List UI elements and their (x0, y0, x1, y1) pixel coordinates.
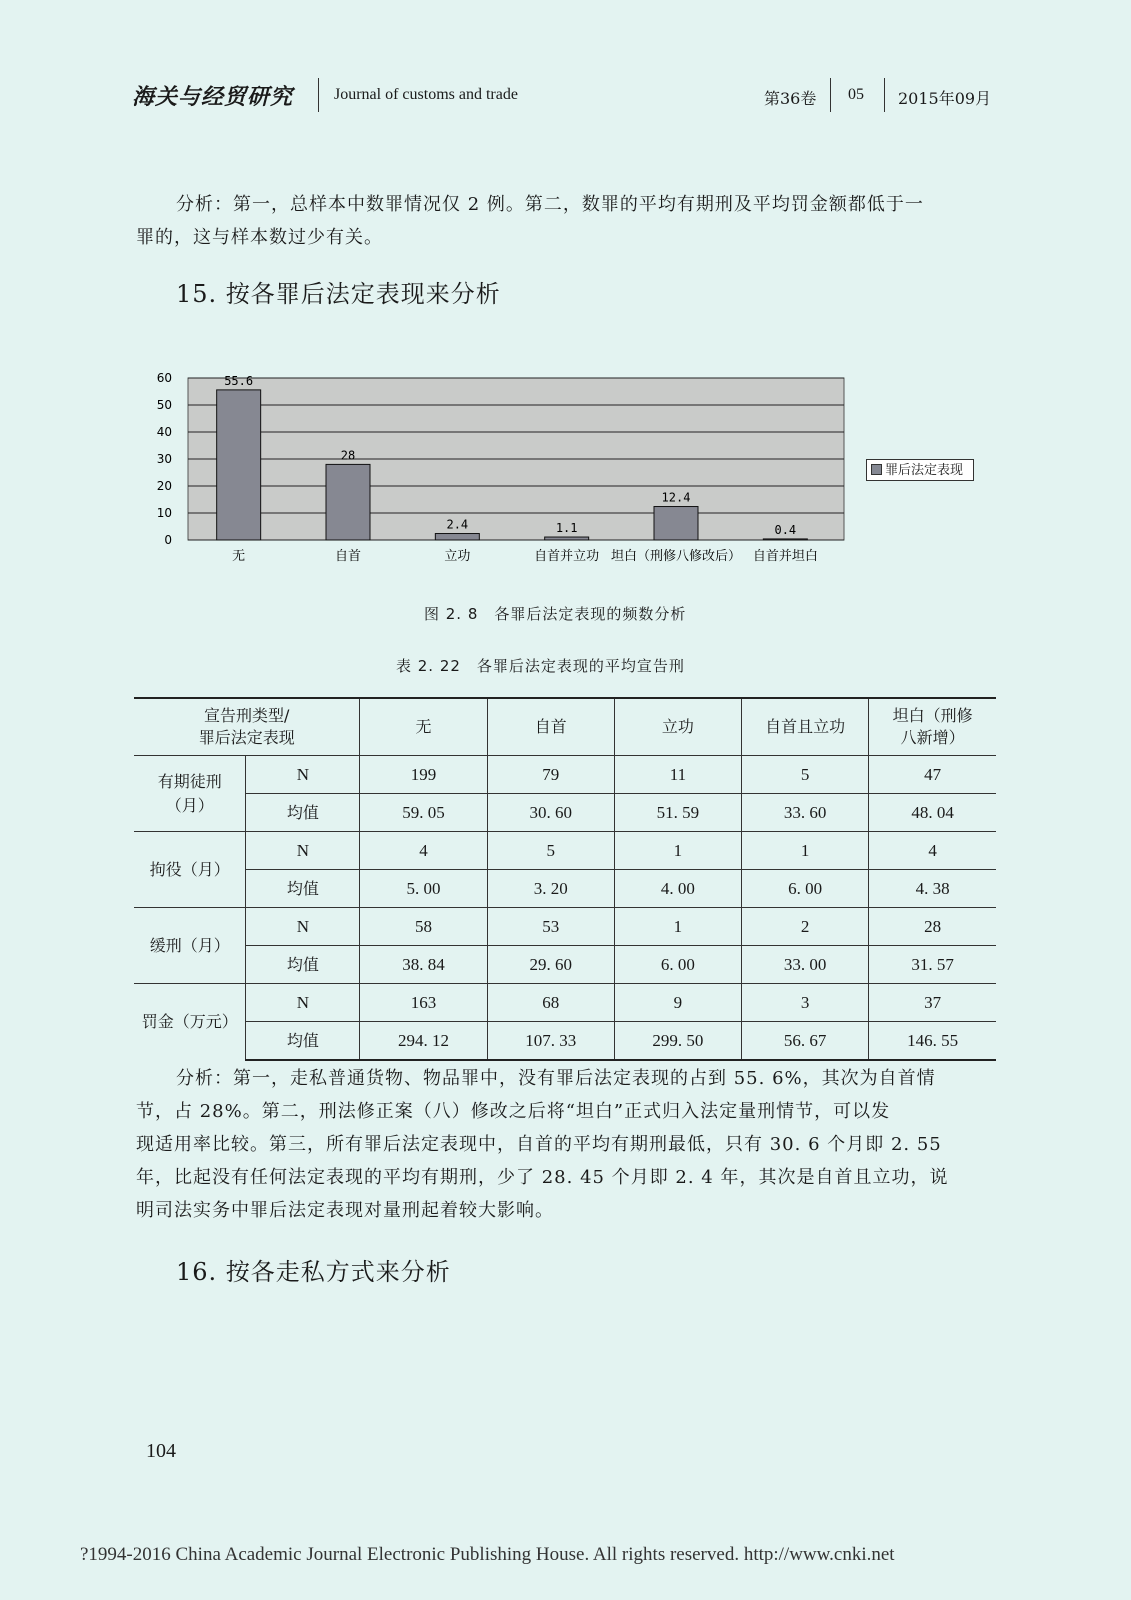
bar-chart (130, 372, 850, 582)
table-cell: 299. 50 (614, 1022, 741, 1061)
bar (326, 464, 370, 540)
table-cell: 6. 00 (742, 870, 869, 908)
group-label-line: 拘役（月） (149, 859, 230, 879)
paragraph-line: 年，比起没有任何法定表现的平均有期刑，少了 28. 45 个月即 2. 4 年，其次是自首且立功，说 (136, 1167, 949, 1188)
column-header: 自首且立功 (742, 698, 869, 756)
group-label-line: 缓刑（月） (149, 935, 230, 955)
chart-legend (866, 459, 974, 481)
stat-cell: N (246, 832, 360, 870)
paragraph-line: 分析：第一，总样本中数罪情况仅 2 例。第二，数罪的平均有期刑及平均罚金额都低于一 (176, 194, 924, 215)
sentence-table (134, 697, 996, 1061)
table-cell: 1 (614, 832, 741, 870)
x-tick-label: 自首并坦白 (752, 549, 818, 564)
table-row (134, 1022, 996, 1061)
table-cell: 58 (360, 908, 487, 946)
table-cell: 4 (869, 832, 996, 870)
table-cell: 199 (360, 756, 487, 794)
table-cell: 53 (487, 908, 614, 946)
table-caption: 表 2. 22 各罪后法定表现的平均宣告刑 (396, 657, 685, 675)
y-tick-label: 50 (156, 398, 172, 412)
column-header: 无 (360, 698, 487, 756)
legend-label: 罪后法定表现 (885, 463, 964, 478)
row-group-label (134, 908, 246, 984)
y-tick-label: 60 (156, 372, 172, 385)
table-cell: 3. 20 (487, 870, 614, 908)
paragraph-line: 明司法实务中罪后法定表现对量刑起着较大影响。 (136, 1200, 554, 1221)
y-axis-ticks (157, 372, 172, 547)
table-row (134, 756, 996, 794)
table-cell: 2 (742, 908, 869, 946)
paragraph-line: 现适用率比较。第三，所有罪后法定表现中，自首的平均有期刑最低，只有 30. 6 个月即 2. 55 (136, 1134, 942, 1155)
y-tick-label: 0 (164, 533, 172, 547)
bar (435, 534, 479, 540)
header-divider (318, 78, 319, 112)
table-cell: 9 (614, 984, 741, 1022)
column-header-line: 八新增） (900, 728, 965, 747)
table-cell: 11 (614, 756, 741, 794)
x-tick-label: 无 (232, 549, 246, 564)
stat-cell: N (246, 984, 360, 1022)
column-header-line: 坦白（刑修 (892, 706, 973, 725)
stat-cell: 均值 (246, 794, 360, 832)
table-cell: 5 (487, 832, 614, 870)
table-cell: 37 (869, 984, 996, 1022)
table-row (134, 984, 996, 1022)
table-cell: 163 (360, 984, 487, 1022)
paragraph-line: 节，占 28%。第二，刑法修正案（八）修改之后将“坦白”正式归入法定量刑情节，可以发 (136, 1101, 891, 1122)
table-cell: 31. 57 (869, 946, 996, 984)
table-cell: 294. 12 (360, 1022, 487, 1061)
stat-cell: N (246, 908, 360, 946)
legend-swatch (871, 464, 882, 475)
table-row (134, 832, 996, 870)
table-cell: 38. 84 (360, 946, 487, 984)
table-cell: 3 (742, 984, 869, 1022)
table-cell: 5. 00 (360, 870, 487, 908)
value-label: 12.4 (661, 490, 691, 505)
bar (763, 539, 807, 540)
table-cell: 68 (487, 984, 614, 1022)
table-row (134, 908, 996, 946)
stat-cell: 均值 (246, 1022, 360, 1061)
x-tick-label: 坦白（刑修八修改后） (610, 549, 742, 564)
table-cell: 30. 60 (487, 794, 614, 832)
stat-cell: N (246, 756, 360, 794)
y-tick-label: 30 (156, 452, 172, 466)
table-cell: 6. 00 (614, 946, 741, 984)
table-cell: 33. 60 (742, 794, 869, 832)
bar (654, 507, 698, 540)
table-cell: 47 (869, 756, 996, 794)
stat-cell: 均值 (246, 870, 360, 908)
table-cell: 1 (614, 908, 741, 946)
x-axis-labels (232, 548, 818, 564)
page-number: 104 (146, 1440, 176, 1462)
group-label-line: 有期徒刑 (157, 771, 222, 791)
journal-title-cn: 海关与经贸研究 (132, 84, 294, 110)
table-cell: 59. 05 (360, 794, 487, 832)
group-label-line: 罚金（万元） (141, 1012, 238, 1031)
value-label: 2.4 (446, 517, 469, 532)
header-divider (830, 78, 831, 112)
value-label: 1.1 (555, 521, 578, 536)
table-cell: 5 (742, 756, 869, 794)
table-cell: 28 (869, 908, 996, 946)
group-label-line: （月） (165, 795, 214, 815)
column-header: 自首 (487, 698, 614, 756)
paragraph-line: 分析：第一，走私普通货物、物品罪中，没有罪后法定表现的占到 55. 6%，其次为自首情 (176, 1068, 936, 1089)
volume-label: 第36卷 (764, 89, 817, 108)
column-header (869, 698, 996, 756)
column-header: 立功 (614, 698, 741, 756)
issue-label: 05 (848, 86, 864, 103)
table-cell: 4. 00 (614, 870, 741, 908)
bar (545, 537, 589, 540)
bar (217, 390, 261, 540)
table-row (134, 794, 996, 832)
issue-date: 2015年09月 (898, 89, 992, 108)
journal-title-en: Journal of customs and trade (334, 86, 518, 103)
y-tick-label: 10 (156, 506, 172, 520)
analysis-paragraph-1 (136, 188, 996, 254)
table-corner-header (134, 698, 360, 756)
value-label: 28 (340, 448, 356, 463)
corner-line: 罪后法定表现 (198, 728, 295, 747)
paragraph-line: 罪的，这与样本数过少有关。 (136, 227, 383, 248)
header-divider (884, 78, 885, 112)
table-cell: 56. 67 (742, 1022, 869, 1061)
section-heading-16: 16. 按各走私方式来分析 (176, 1258, 451, 1286)
table-cell: 146. 55 (869, 1022, 996, 1061)
copyright-footer: ?1994-2016 China Academic Journal Electronic Publishing House. All rights reserved. http://www.cnki.net (80, 1544, 895, 1565)
value-label: 55.6 (224, 373, 254, 388)
x-tick-label: 立功 (444, 549, 471, 564)
row-group-label (134, 756, 246, 832)
analysis-paragraph-2 (136, 1062, 996, 1227)
row-group-label (134, 984, 246, 1061)
stat-cell: 均值 (246, 946, 360, 984)
y-tick-label: 20 (156, 479, 172, 493)
table-row (134, 946, 996, 984)
x-tick-label: 自首 (334, 549, 362, 564)
figure-caption: 图 2. 8 各罪后法定表现的频数分析 (424, 605, 687, 623)
table-cell: 33. 00 (742, 946, 869, 984)
table-header-row (134, 698, 996, 756)
table-row (134, 870, 996, 908)
table-cell: 4. 38 (869, 870, 996, 908)
table-cell: 107. 33 (487, 1022, 614, 1061)
section-heading-15: 15. 按各罪后法定表现来分析 (176, 280, 501, 308)
corner-line: 宣告刑类型/ (204, 706, 290, 725)
table-cell: 29. 60 (487, 946, 614, 984)
table-cell: 79 (487, 756, 614, 794)
y-tick-label: 40 (156, 425, 172, 439)
x-tick-label: 自首并立功 (534, 549, 600, 564)
value-label: 0.4 (774, 522, 797, 537)
table-cell: 1 (742, 832, 869, 870)
table-cell: 48. 04 (869, 794, 996, 832)
table-cell: 51. 59 (614, 794, 741, 832)
row-group-label (134, 832, 246, 908)
table-cell: 4 (360, 832, 487, 870)
